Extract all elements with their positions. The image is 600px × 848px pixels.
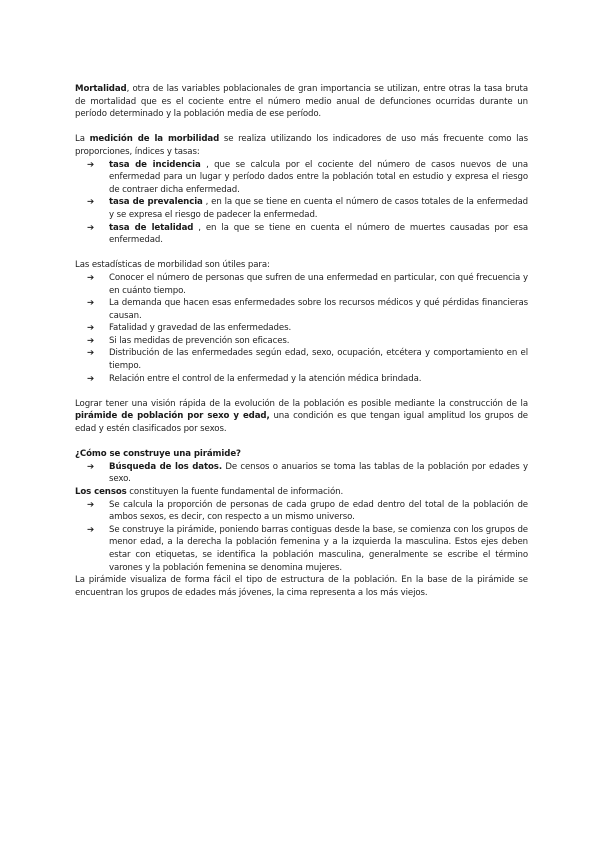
list-item <box>75 159 528 197</box>
list-item <box>75 335 528 348</box>
arrow-right-icon: ➔ <box>87 499 95 510</box>
use-text: Relación entre el control de la enfermedad y la atención médica brindada. <box>109 373 422 384</box>
build-step-term: Búsqueda de los datos. <box>109 461 222 472</box>
arrow-right-icon: ➔ <box>87 159 95 170</box>
pyramid-paragraph <box>75 398 528 436</box>
mortality-text: , otra de las variables poblacionales de gran importancia se utilizan, entre otras la tasa bruta de mortalidad que es el cociente entre el número medio anual de defunciones ocurridas durante un período determinado y la población media de ese período. <box>75 84 528 120</box>
step-text: Se construye la pirámide, poniendo barras contiguas desde la base, se comienza con los grupos de menor edad, a la derecha la población femenina y a la izquierda la masculina. Estos ejes deben estar con etiquetas, se identifica la población masculina, generalmente se escribe el término varones y la población femenina se denomina mujeres. <box>109 524 528 573</box>
construction-steps-list <box>75 499 528 575</box>
build-step-list <box>75 461 528 486</box>
pyramid-term: pirámide de población por sexo y edad, <box>75 411 270 422</box>
use-text: Distribución de las enfermedades según edad, sexo, ocupación, etcétera y comportamiento en el tiempo. <box>109 348 528 372</box>
step-text: Se calcula la proporción de personas de cada grupo de edad dentro del total de la población de ambos sexos, es decir, con respecto a un mismo universo. <box>109 499 528 523</box>
list-item <box>75 461 528 486</box>
statistics-uses-list <box>75 272 528 385</box>
arrow-right-icon: ➔ <box>87 298 95 309</box>
indicator-term: tasa de prevalencia <box>109 197 203 208</box>
arrow-right-icon: ➔ <box>87 348 95 359</box>
list-item <box>75 322 528 335</box>
morbidity-post: se realiza utilizando los indicadores de uso más frecuente como las proporciones, índices y tasas: <box>75 134 528 157</box>
list-item <box>75 373 528 386</box>
use-text: La demanda que hacen esas enfermedades sobre los recursos médicos y qué pérdidas financieras causan. <box>109 298 528 321</box>
morbidity-paragraph <box>75 133 528 158</box>
indicator-text: , en la que se tiene en cuenta el número de muertes causadas por esa enfermedad. <box>109 222 528 246</box>
arrow-right-icon: ➔ <box>87 335 95 346</box>
pyramid-summary-paragraph: La pirámide visualiza de forma fácil el tipo de estructura de la población. En la base de la pirámide se encuentran los grupos de edades más jóvenes, la cima representa a los más viejos. <box>75 575 528 598</box>
arrow-right-icon: ➔ <box>87 272 95 283</box>
use-text: Si las medidas de prevención son eficaces. <box>109 335 290 346</box>
list-item <box>75 196 528 221</box>
pyramid-pre: Lograr tener una visión rápida de la evolución de la población es posible mediante la construcción de la <box>75 398 528 409</box>
build-step-text: De censos o anuarios se toma las tablas de la población por edades y sexo. <box>109 461 528 485</box>
indicator-term: tasa de incidencia <box>109 159 201 170</box>
statistics-uses-intro: Las estadísticas de morbilidad son útiles para: <box>75 260 270 271</box>
list-item <box>75 297 528 322</box>
arrow-right-icon: ➔ <box>87 461 95 472</box>
indicator-text: , en la que se tiene en cuenta el número de casos totales de la enfermedad y se expresa el riesgo de padecer la enfermedad. <box>109 197 528 220</box>
list-item <box>75 499 528 524</box>
arrow-right-icon: ➔ <box>87 524 95 535</box>
arrow-right-icon: ➔ <box>87 222 95 233</box>
question-text: ¿Cómo se construye una pirámide? <box>75 449 241 460</box>
pyramid-post: una condición es que tengan igual amplitud los grupos de edad y estén clasificados por sexos. <box>75 411 528 435</box>
arrow-right-icon: ➔ <box>87 323 95 334</box>
indicator-text: , que se calcula por el cociente del número de casos nuevos de una enfermedad para un lugar y período dados entre la población total en estudio y expresa el riesgo de contraer dicha enfermedad. <box>109 159 528 195</box>
censos-text: constituyen la fuente fundamental de información. <box>126 487 344 497</box>
arrow-right-icon: ➔ <box>87 373 95 384</box>
list-item <box>75 222 528 247</box>
use-text: Fatalidad y gravedad de las enfermedades. <box>109 323 292 334</box>
list-item <box>75 272 528 297</box>
morbidity-term: medición de la morbilidad <box>89 134 220 145</box>
arrow-right-icon: ➔ <box>87 197 95 208</box>
censos-term: Los censos <box>75 487 127 497</box>
list-item <box>75 347 528 372</box>
pyramid-question <box>75 448 528 461</box>
morbidity-pre: La <box>75 134 90 145</box>
indicator-term: tasa de letalidad <box>109 222 194 233</box>
document-page <box>75 83 528 599</box>
morbidity-indicators-list <box>75 159 528 247</box>
use-text: Conocer el número de personas que sufren de una enfermedad en particular, con qué frecuencia y en cuánto tiempo. <box>109 272 528 296</box>
list-item <box>75 524 528 574</box>
censos-paragraph <box>75 486 528 499</box>
mortality-paragraph <box>75 83 528 121</box>
mortality-term: Mortalidad <box>75 84 127 94</box>
